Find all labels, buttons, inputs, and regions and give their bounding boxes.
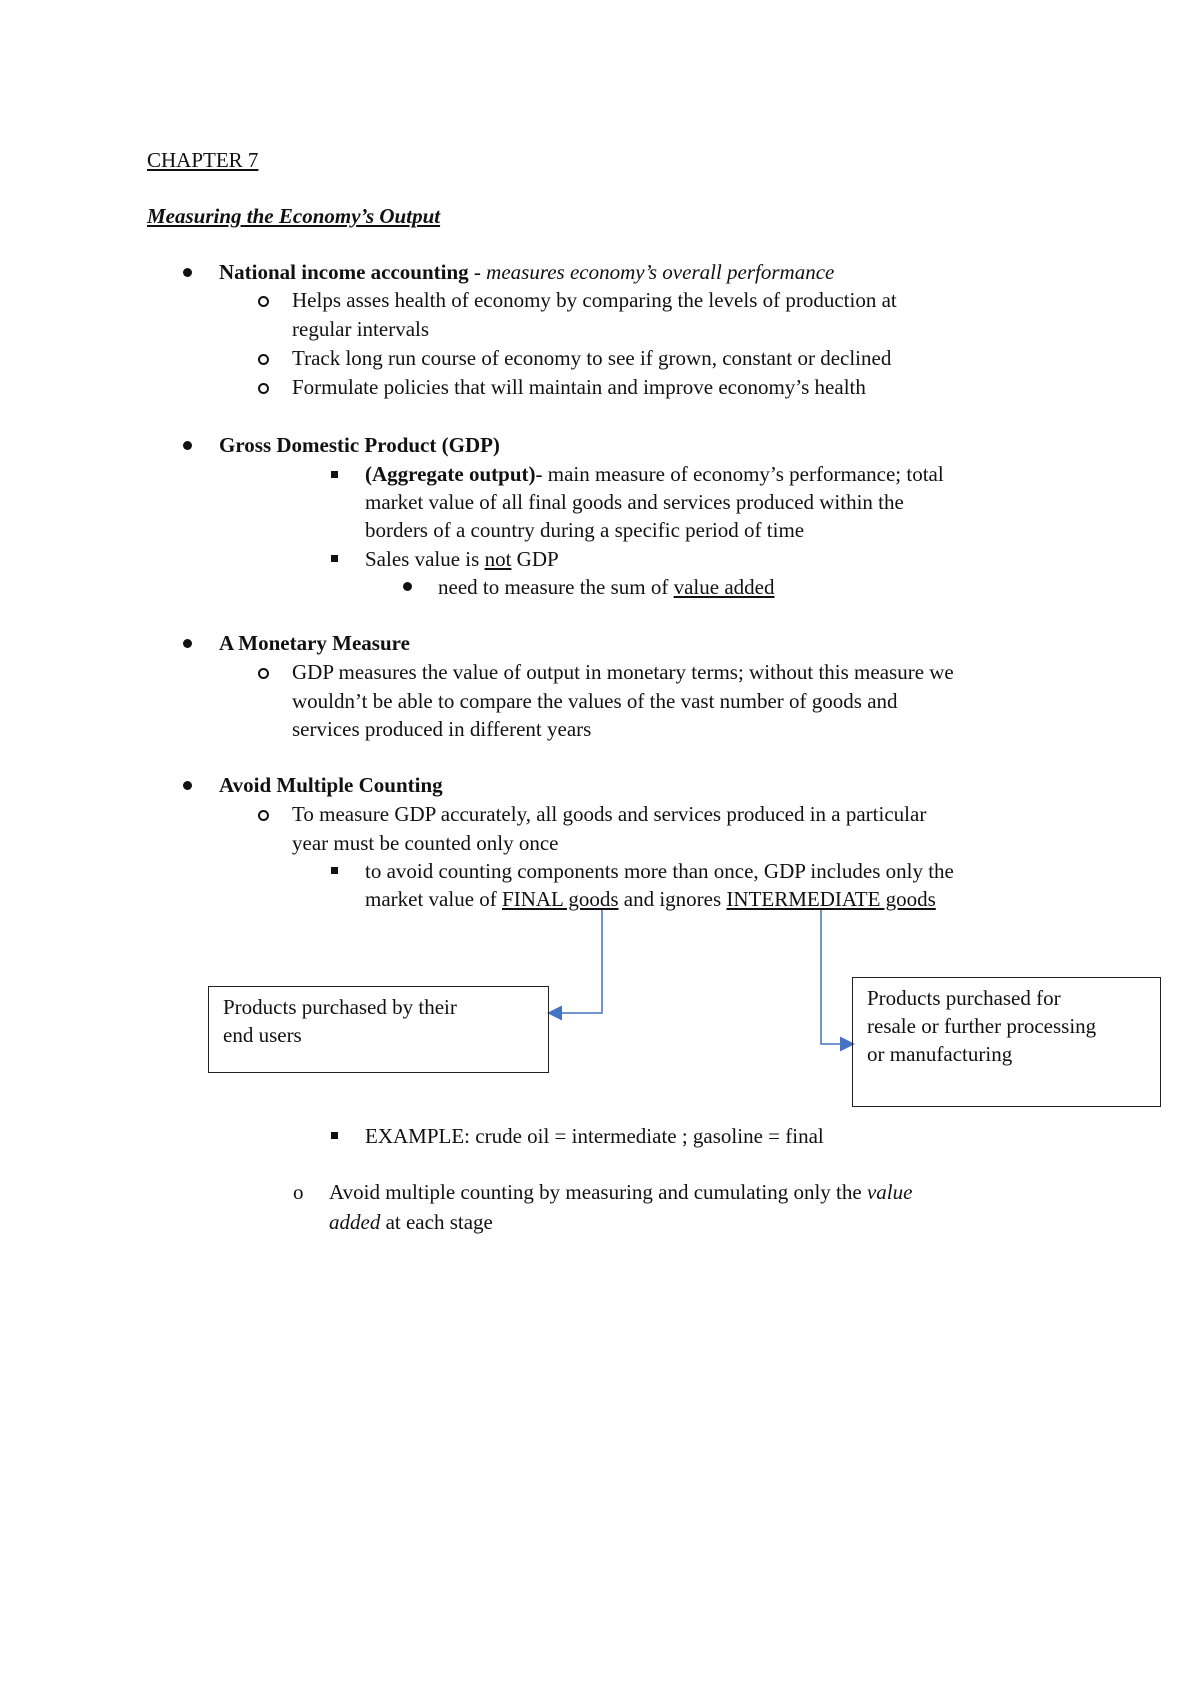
sub-line2-mid: and ignores — [618, 887, 727, 911]
national-income-point-2: Track long run course of economy to see if grown, constant or declined — [292, 346, 892, 370]
gdp-aggregate-line-2: market value of all final goods and services produced within the — [365, 490, 904, 514]
final-goods-arrow — [550, 910, 602, 1013]
avoid-heading: Avoid Multiple Counting — [219, 773, 443, 797]
national-income-heading: National income accounting — [219, 260, 469, 284]
last-italic-added: added — [329, 1210, 381, 1234]
intermediate-goods-term: INTERMEDIATE goods — [726, 887, 936, 911]
national-income-point-1-cont: regular intervals — [292, 317, 430, 341]
last-suffix: at each stage — [380, 1210, 493, 1234]
avoid-line-1: To measure GDP accurately, all goods and services produced in a particular — [292, 802, 927, 826]
monetary-line-2: wouldn’t be able to compare the values of the vast number of goods and — [292, 689, 898, 713]
intermediate-box-line-2: resale or further processing — [867, 1014, 1097, 1038]
intermediate-box-line-3: or manufacturing — [867, 1042, 1013, 1066]
aggregate-output-text: - main measure of economy’s performance; total — [535, 462, 944, 486]
final-box-line-1: Products purchased by their — [223, 995, 457, 1019]
avoid-sub-line-1: to avoid counting components more than once, GDP includes only the — [365, 859, 954, 883]
intermediate-goods-arrow — [821, 910, 852, 1044]
intermediate-box-line-1: Products purchased for — [867, 986, 1061, 1010]
sales-suffix: GDP — [511, 547, 559, 571]
intermediate-goods-definition-box — [852, 977, 1161, 1107]
sales-not: not — [484, 547, 512, 571]
final-goods-definition-box — [208, 986, 549, 1073]
square-bullet — [331, 1132, 338, 1139]
value-added-stage-line-2 — [329, 1208, 493, 1236]
sub-line2-prefix: market value of — [365, 887, 503, 911]
value-added-term: value added — [673, 575, 775, 599]
aggregate-output-label: (Aggregate output) — [365, 462, 536, 486]
gdp-heading: Gross Domestic Product (GDP) — [219, 433, 500, 457]
last-prefix: Avoid multiple counting by measuring and cumulating only the — [329, 1180, 867, 1204]
plain-o-bullet: o — [293, 1180, 304, 1204]
chapter-heading: CHAPTER 7 — [147, 148, 259, 172]
last-italic-value: value — [866, 1180, 913, 1204]
section-title: Measuring the Economy’s Output — [147, 204, 441, 228]
final-goods-term: FINAL goods — [502, 887, 619, 911]
national-income-definition: measures economy’s overall performance — [486, 260, 835, 284]
monetary-line-1: GDP measures the value of output in monetary terms; without this measure we — [292, 660, 954, 684]
monetary-heading: A Monetary Measure — [219, 631, 410, 655]
example-line: EXAMPLE: crude oil = intermediate ; gasoline = final — [365, 1124, 824, 1148]
national-income-point-3: Formulate policies that will maintain and improve economy’s health — [292, 375, 866, 399]
value-added-prefix: need to measure the sum of — [438, 575, 674, 599]
avoid-line-2: year must be counted only once — [292, 831, 559, 855]
national-income-separator: - — [468, 260, 487, 284]
national-income-point-1: Helps asses health of economy by comparing the levels of production at — [292, 288, 897, 312]
monetary-line-3: services produced in different years — [292, 717, 592, 741]
sales-prefix: Sales value is — [365, 547, 485, 571]
final-box-line-2: end users — [223, 1023, 302, 1047]
gdp-aggregate-line-3: borders of a country during a specific period of time — [365, 518, 805, 542]
value-added-stage-line-1 — [329, 1178, 912, 1206]
